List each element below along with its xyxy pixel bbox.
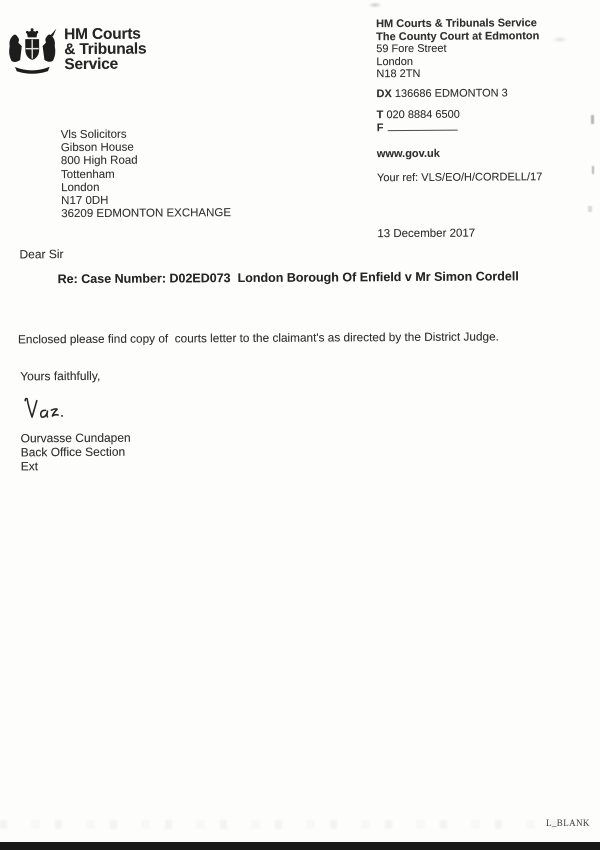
hmcts-logo-wordmark xyxy=(64,27,146,73)
handwritten-signature xyxy=(20,394,78,428)
website: www.gov.uk xyxy=(376,147,440,160)
court-address-block xyxy=(376,17,542,185)
footer-blank-tag: L_BLANK xyxy=(546,818,590,828)
recipient-line: 36209 EDMONTON EXCHANGE xyxy=(61,207,232,221)
your-ref: Your ref: VLS/EO/H/CORDELL/17 xyxy=(376,171,543,185)
scan-edge-mark xyxy=(588,206,592,212)
recipient-address-block xyxy=(61,128,231,221)
telephone-line xyxy=(377,108,542,122)
closing: Yours faithfully, xyxy=(20,368,101,384)
recipient-line: Vls Solicitors xyxy=(60,128,127,142)
dx-label: DX xyxy=(376,88,392,101)
signatory-name: Ourvasse Cundapen xyxy=(20,430,131,446)
signatory-block xyxy=(21,431,131,474)
court-org: HM Courts & Tribunals Service xyxy=(376,17,537,31)
scan-speckle-row xyxy=(0,820,600,829)
signatory-department: Back Office Section xyxy=(20,444,126,460)
court-name: The County Court at Edmonton xyxy=(376,29,540,43)
scan-bottom-band xyxy=(0,842,600,850)
dx-value: 136686 EDMONTON 3 xyxy=(394,87,508,101)
court-postcode: N18 2TN xyxy=(376,68,421,81)
recipient-line: N17 0DH xyxy=(61,194,109,208)
fax-label: F xyxy=(376,122,384,135)
logo-line: HM Courts xyxy=(64,25,141,44)
dx-line xyxy=(376,87,541,101)
signatory-ext: Ext xyxy=(20,459,39,474)
court-city: London xyxy=(376,55,414,68)
recipient-line: Tottenham xyxy=(60,168,115,181)
logo-line: & Tribunals xyxy=(64,40,147,59)
recipient-line: London xyxy=(61,181,100,194)
court-street: 59 Fore Street xyxy=(376,42,447,56)
scan-edge-mark xyxy=(592,166,594,174)
subject-line: Re: Case Number: D02ED073 London Borough Of Enfield v Mr Simon Cordell xyxy=(57,269,519,287)
fax-blank-rule xyxy=(387,121,457,131)
letter-body: Enclosed please find copy of courts letter to the claimant's as directed by the District Judge. xyxy=(17,329,499,347)
recipient-line: Gibson House xyxy=(60,141,134,155)
scan-edge-mark xyxy=(591,115,594,124)
tel-label: T xyxy=(376,108,384,121)
recipient-line: 800 High Road xyxy=(60,155,138,168)
salutation: Dear Sir xyxy=(19,247,64,262)
royal-coat-of-arms-icon xyxy=(6,25,58,77)
tel-value: 020 8884 6500 xyxy=(386,108,460,121)
fax-line xyxy=(377,120,542,135)
letter-date: 13 December 2017 xyxy=(377,227,476,241)
logo-line: Service xyxy=(64,55,119,74)
